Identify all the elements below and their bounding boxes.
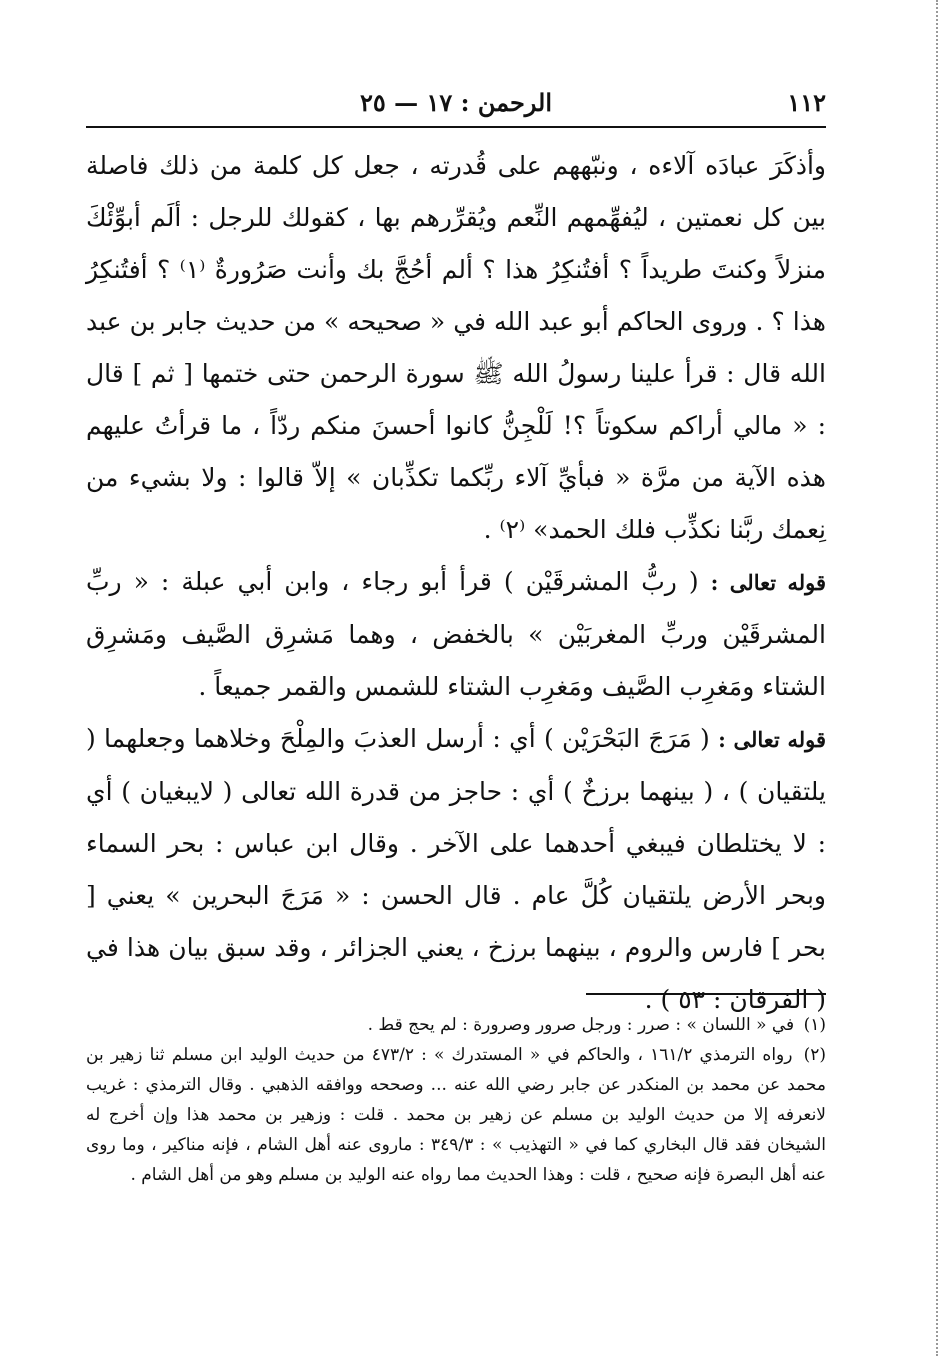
paragraph-3-text: ( مَرَجَ البَحْرَيْن ) أي : أرسل العذبَ والمِلْحَ وخلاهما وجعلهما ( يلتقيان ) ، ( بينهما برزخٌ ) أي : حاجز من قدرة الله تعالى ( لايبغيان ) أي : لا يختلطان فيبغي أحدهما على الآخر . وقال ابن عباس : بحر السماء وبحر الأرض يلتقيان كُلَّ عام . قال الحسن : « مَرَجَ البحرين » يعني [ بحر ] فارس والروم ، بينهما برزخ ، يعني الجزائر ، وقد سبق بيان هذا في ( الفرقان : ٥٣ ) . [86,724,826,1014]
paragraph-1: وأذكَرَ عبادَه آلاءه ، ونبّههم على قُدرته ، جعل كل كلمة من ذلك فاصلة بين كل نعمتين ، ليُفهِّمهم النِّعم ويُقرِّرهم بها ، كقولك للرجل : ألَم أبوِّئْكَ منزلاً وكنتَ طريداً ؟ أفتُنكِرُ هذا ؟ ألم أحُجَّ بك وأنت صَرُورةٌ ⁽١⁾ ؟ أفتُنكِرُ هذا ؟ . وروى الحاكم أبو عبد الله في « صحيحه » من حديث جابر بن عبد الله قال : قرأ علينا رسولُ الله ﷺ سورة الرحمن حتى ختمها [ ثم ] قال : « مالي أراكم سكوتاً ؟! لَلْجِنُّ كانوا أحسنَ منكم ردّاً ، ما قرأتُ عليهم هذه الآية من مرَّة « فبأيِّ آلاء ربِّكما تكذِّبان » إلاّ قالوا : ولا بشيء من نِعمك ربَّنا نكذِّب فلك الحمد» ⁽٢⁾ . [86,151,826,544]
verse-lead-1: قوله تعالى : [710,570,827,595]
footnote-2 [86,1040,826,1190]
scan-edge-dots [936,0,938,1356]
footnote-1-number: (١) [803,1015,826,1035]
paragraph-2-text: ( ربُّ المشرقَيْن ) قرأ أبو رجاء ، وابن أبي عبلة : « ربِّ المشرقَيْن وربِّ المغربَيْن » بالخفض ، وهما مَشرِق الصَّيف ومَشرِق الشتاء ومَغرِب الصَّيف ومَغرِب الشتاء للشمس والقمر جميعاً . [86,567,826,701]
book-page [86,78,826,1318]
page-header [86,88,826,128]
footnote-2-text: رواه الترمذي ١٦١/٢ ، والحاكم في « المستدرك » : ٤٧٣/٢ من حديث الوليد ابن مسلم ثنا زهير بن محمد عن محمد بن المنكدر عن جابر رضي الله عنه ... وصححه ووافقه الذهبي . وقال الترمذي : غريب لانعرفه إلا من حديث الوليد بن مسلم عن زهير بن محمد . قلت : وزهير بن محمد هذا وإن أخرج له الشيخان فقد قال البخاري كما في « التهذيب » : ٣٤٩/٣ : ماروى عنه أهل الشام ، فإنه مناكير ، وما روى عنه أهل البصرة فإنه صحيح ، قلت : وهذا الحديث مما رواه عنه الوليد بن مسلم وهو من أهل الشام . [86,1045,826,1185]
header-rule [86,126,826,128]
footnote-rule [586,993,826,995]
footnote-1 [86,1010,826,1040]
footnote-1-text: في « اللسان » : صرر : ورجل صرور وصرورة : لم يحج قط . [367,1015,795,1035]
main-text [86,140,826,1026]
footnote-2-number: (٢) [803,1045,827,1065]
paragraph-3 [86,713,826,1026]
verse-lead-2: قوله تعالى : [718,727,826,752]
paragraph-2 [86,556,826,713]
running-head: الرحمن : ١٧ — ٢٥ [359,88,553,117]
page-number: ١١٢ [787,88,826,117]
footnotes [86,1010,826,1190]
